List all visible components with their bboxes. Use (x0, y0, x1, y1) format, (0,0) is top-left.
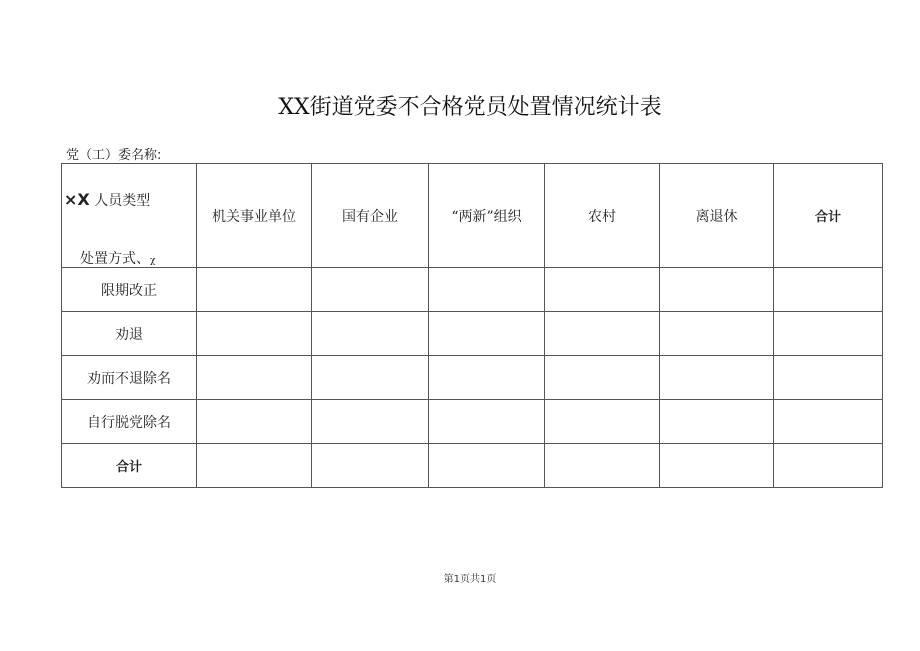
column-header: 离退休 (660, 164, 774, 268)
table-cell[interactable] (545, 268, 660, 312)
table-cell[interactable] (197, 444, 312, 488)
table-row (62, 268, 883, 312)
table-cell[interactable] (774, 268, 883, 312)
table-cell[interactable] (312, 312, 429, 356)
row-label: 劝退 (62, 312, 197, 356)
table-cell[interactable] (429, 268, 545, 312)
table-row-total (62, 444, 883, 488)
column-header: 机关事业单位 (197, 164, 312, 268)
xx-mark: ×X (64, 190, 90, 209)
table-row (62, 356, 883, 400)
table-cell[interactable] (429, 444, 545, 488)
table-cell[interactable] (312, 268, 429, 312)
table-cell[interactable] (545, 400, 660, 444)
table-cell[interactable] (660, 400, 774, 444)
table-cell[interactable] (312, 400, 429, 444)
row-label: 劝而不退除名 (62, 356, 197, 400)
row-label: 限期改正 (62, 268, 197, 312)
table-cell[interactable] (774, 444, 883, 488)
column-header: 国有企业 (312, 164, 429, 268)
column-header-total: 合计 (774, 164, 883, 268)
table-cell[interactable] (774, 400, 883, 444)
table-cell[interactable] (429, 356, 545, 400)
table-cell[interactable] (197, 356, 312, 400)
category-header (64, 190, 150, 210)
table-cell[interactable] (545, 312, 660, 356)
table-cell[interactable] (197, 268, 312, 312)
category-header-text: 人员类型 (94, 193, 151, 209)
table-header-row (62, 164, 883, 268)
column-header: 农村 (545, 164, 660, 268)
table-cell[interactable] (429, 400, 545, 444)
column-header: “两新”组织 (429, 164, 545, 268)
tiny-mark: χ (150, 256, 156, 266)
table-cell[interactable] (660, 312, 774, 356)
table-cell[interactable] (545, 444, 660, 488)
table-row (62, 312, 883, 356)
table-cell[interactable] (312, 356, 429, 400)
method-header (80, 248, 155, 268)
table-cell[interactable] (545, 356, 660, 400)
table-cell[interactable] (660, 444, 774, 488)
method-header-text: 处置方式、 (80, 251, 150, 267)
table-cell[interactable] (312, 444, 429, 488)
row-label: 自行脱党除名 (62, 400, 197, 444)
statistics-table (61, 163, 883, 488)
table-cell[interactable] (197, 312, 312, 356)
page-footer: 第1页共1页 (443, 574, 497, 585)
page-title: XX街道党委不合格党员处置情况统计表 (278, 95, 662, 120)
committee-name-label: 党（工）委名称: (66, 148, 162, 163)
table-cell[interactable] (774, 356, 883, 400)
table-cell[interactable] (660, 356, 774, 400)
table-cell[interactable] (197, 400, 312, 444)
table-row (62, 400, 883, 444)
table-cell[interactable] (660, 268, 774, 312)
table-cell[interactable] (774, 312, 883, 356)
corner-header-cell (62, 164, 197, 268)
row-label-total: 合计 (62, 444, 197, 488)
table-cell[interactable] (429, 312, 545, 356)
